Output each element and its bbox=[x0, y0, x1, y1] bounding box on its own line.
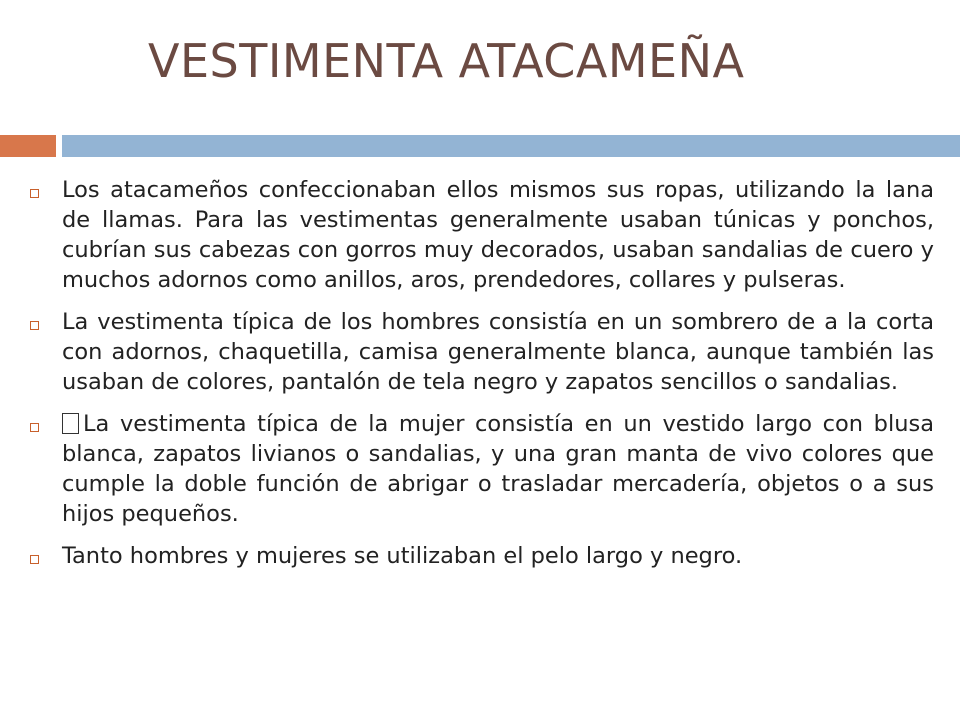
bullet-text-wrapper bbox=[62, 409, 934, 529]
slide-title: VESTIMENTA ATACAMEÑA bbox=[148, 34, 745, 88]
list-item bbox=[30, 307, 934, 397]
list-item bbox=[30, 409, 934, 529]
accent-bar bbox=[0, 135, 56, 157]
bullet-text: Tanto hombres y mujeres se utilizaban el pelo largo y negro. bbox=[62, 543, 743, 569]
bullet-text: La vestimenta típica de los hombres consistía en un sombrero de a la corta con adornos, chaquetilla, camisa generalmente blanca, aunque también las usaban de colores, pantalón de tela negro y zapatos sencillos o sandalias. bbox=[62, 309, 934, 395]
square-bullet-icon bbox=[30, 321, 39, 330]
title-rule-bar bbox=[62, 135, 960, 157]
bullet-text: Los atacameños confeccionaban ellos mismos sus ropas, utilizando la lana de llamas. Para las vestimentas generalmente usaban túnicas y ponchos, cubrían sus cabezas con gorros muy decorados, usaban sandalias de cuero y muchos adornos como anillos, aros, prendedores, collares y pulseras. bbox=[62, 177, 934, 293]
list-item bbox=[30, 175, 934, 295]
missing-glyph-box-icon bbox=[62, 413, 79, 434]
list-item bbox=[30, 541, 934, 571]
bullet-text: La vestimenta típica de la mujer consistía en un vestido largo con blusa blanca, zapatos livianos o sandalias, y una gran manta de vivo colores que cumple la doble función de abrigar o trasladar mercadería, objetos o a sus hijos pequeños. bbox=[62, 411, 934, 527]
square-bullet-icon bbox=[30, 189, 39, 198]
bullet-list bbox=[30, 175, 934, 583]
square-bullet-icon bbox=[30, 555, 39, 564]
square-bullet-icon bbox=[30, 423, 39, 432]
